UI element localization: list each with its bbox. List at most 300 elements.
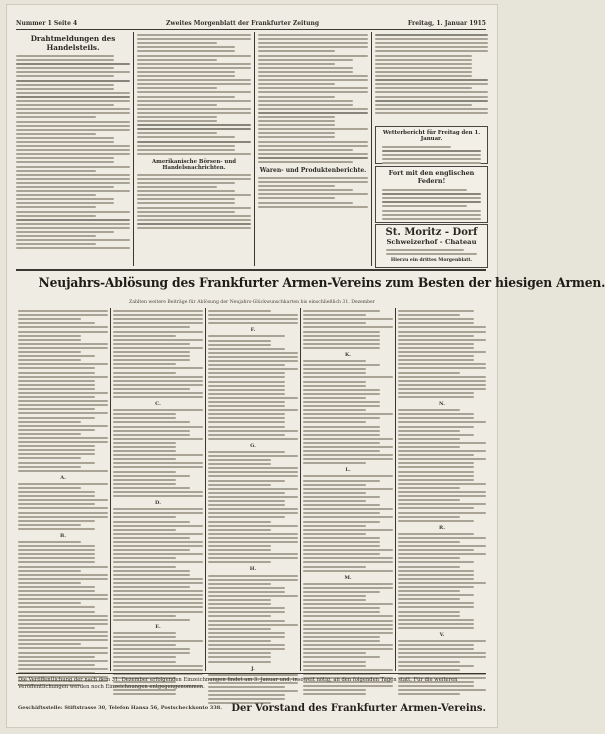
paper-title: Zweites Morgenblatt der Frankfurter Zeitung <box>166 20 320 27</box>
donor-entry <box>398 656 486 658</box>
donor-entry <box>113 322 203 324</box>
donor-entry <box>398 541 460 543</box>
text-line <box>375 67 472 69</box>
donor-entry <box>18 615 108 617</box>
text-line <box>258 185 335 187</box>
donor-entry <box>18 578 108 580</box>
text-line <box>375 46 488 48</box>
donor-entry <box>18 499 108 501</box>
column-body-text <box>137 174 251 229</box>
donor-entry <box>18 318 81 320</box>
donor-entry <box>18 507 108 509</box>
donor-entry <box>18 339 81 341</box>
donor-entry <box>18 347 108 349</box>
text-line <box>375 87 472 89</box>
text-line <box>137 182 235 184</box>
text-line <box>16 153 130 155</box>
text-line <box>258 197 335 199</box>
donor-entry <box>113 409 203 411</box>
donor-entry <box>18 656 95 658</box>
text-line <box>16 141 114 143</box>
donor-entry <box>113 426 203 428</box>
text-line <box>258 108 368 110</box>
donor-entry <box>113 355 190 357</box>
donor-entry <box>208 583 271 585</box>
donor-entry <box>113 446 176 448</box>
donor-entry <box>113 434 190 436</box>
donor-entry <box>303 462 366 464</box>
text-line <box>16 145 130 147</box>
text-line <box>137 132 217 134</box>
text-line <box>375 50 488 52</box>
donor-entry <box>303 458 393 460</box>
text-line <box>258 177 368 179</box>
donor-entry <box>113 661 176 663</box>
ad-text <box>376 246 487 258</box>
donor-entry <box>208 549 271 551</box>
donor-entry <box>398 512 486 514</box>
text-line <box>137 186 217 188</box>
donor-entry <box>18 590 95 592</box>
donor-entry <box>18 668 108 670</box>
text-line <box>137 96 235 98</box>
donor-entry <box>398 438 460 440</box>
donor-entry <box>303 508 393 510</box>
text-line <box>137 46 235 48</box>
donor-entry <box>18 557 95 559</box>
text-line <box>137 227 251 229</box>
text-line <box>16 223 130 225</box>
donor-entry <box>208 318 298 320</box>
donor-entry <box>18 326 108 328</box>
donor-entry <box>113 561 203 563</box>
text-line <box>16 174 130 176</box>
donor-entry <box>398 376 486 378</box>
footer-signature: Der Vorstand des Frankfurter Armen-Vereins. <box>231 702 486 714</box>
text-line <box>137 50 235 52</box>
issue-date: Freitag, 1. Januar 1915 <box>407 20 486 27</box>
text-line <box>137 124 251 126</box>
text-line <box>137 91 251 93</box>
donor-entry <box>113 376 203 378</box>
donor-entry <box>303 376 393 378</box>
text-line <box>16 227 130 229</box>
footer-notice: Die Veröffentlichung der nach dem 31. Dezember erfolgenden Einzeichnungen findet am 3. Januar und, insoweit nötig, an den folgenden Tagen statt. Für die weiteren Veröffentlichungen werden noch Einzeichnungen entgegengenommen. <box>18 677 458 690</box>
text-line <box>382 189 467 191</box>
donor-entry <box>113 665 203 667</box>
donor-entry <box>113 339 203 341</box>
donor-entry <box>18 652 108 654</box>
footer-rule <box>16 673 486 674</box>
donor-entry <box>303 561 393 563</box>
donor-entry <box>398 619 474 621</box>
donor-entry <box>18 549 95 551</box>
donor-entry <box>398 388 486 390</box>
donor-entry <box>208 599 271 601</box>
donor-entry <box>113 310 203 312</box>
text-line <box>137 38 251 40</box>
text-line <box>137 59 217 61</box>
text-line <box>375 112 488 114</box>
weather-report-box <box>375 126 488 164</box>
column-divider <box>254 32 255 266</box>
text-line <box>258 71 353 73</box>
donor-entry <box>208 455 298 457</box>
donor-entry <box>18 433 81 435</box>
donor-entry <box>303 595 366 597</box>
text-line <box>258 46 368 48</box>
text-line <box>137 34 251 36</box>
donor-entry <box>398 640 486 642</box>
donor-entry <box>303 360 366 362</box>
donor-entry <box>113 521 190 523</box>
donor-entry <box>303 636 380 638</box>
donor-entry <box>113 495 203 497</box>
donor-entry <box>303 438 393 440</box>
donor-entry <box>398 557 460 559</box>
text-line <box>137 141 251 143</box>
donor-entry <box>18 639 108 641</box>
text-line <box>137 100 251 102</box>
donor-entry <box>303 648 393 650</box>
donor-entry <box>18 408 95 410</box>
donor-entry <box>208 356 298 358</box>
donor-entry <box>113 574 190 576</box>
donor-entry <box>208 430 298 432</box>
donor-entry <box>208 500 285 502</box>
donor-entry <box>208 385 285 387</box>
donor-entry <box>113 483 176 485</box>
donor-entry <box>303 611 380 613</box>
donor-entry <box>303 401 380 403</box>
text-line <box>137 42 217 44</box>
text-line <box>258 50 335 52</box>
text-line <box>375 71 472 73</box>
donor-column-4 <box>303 308 393 672</box>
donor-entry <box>208 652 271 654</box>
donor-entry <box>113 372 176 374</box>
donor-entry <box>18 619 108 621</box>
donor-entry <box>208 397 298 399</box>
donor-entry <box>208 426 285 428</box>
donor-entry <box>113 525 203 527</box>
donor-entry <box>208 322 298 324</box>
donor-entry <box>398 430 460 432</box>
donor-entry <box>303 397 366 399</box>
text-line <box>16 112 130 114</box>
text-line <box>16 231 114 233</box>
donor-entry <box>18 449 95 451</box>
text-line <box>382 218 481 220</box>
donor-entry <box>303 454 393 456</box>
donor-entry <box>398 326 486 328</box>
donor-entry <box>303 516 393 518</box>
donor-entry <box>113 578 203 580</box>
donor-entry <box>303 620 393 622</box>
text-line <box>375 104 472 106</box>
donor-entry <box>113 598 203 600</box>
donor-entry <box>208 607 285 609</box>
donor-column-3 <box>208 308 298 672</box>
donor-entry <box>208 348 285 350</box>
donor-entry <box>398 545 486 547</box>
donor-entry <box>398 363 486 365</box>
donor-entry <box>18 462 95 464</box>
donor-entry <box>303 693 366 695</box>
donor-entry <box>398 442 486 444</box>
donor-entry <box>208 409 298 411</box>
text-line <box>258 38 368 40</box>
donor-entry <box>208 492 285 494</box>
text-line <box>258 100 353 102</box>
column-divider <box>205 308 206 671</box>
text-line <box>137 194 251 196</box>
alphabet-section-letter: R. <box>439 524 445 531</box>
donor-entry <box>398 586 474 588</box>
donor-entry <box>398 594 474 596</box>
donor-entry <box>303 669 393 671</box>
text-line <box>258 55 368 57</box>
donor-entry <box>398 491 486 493</box>
donor-entry <box>208 372 285 374</box>
donor-entry <box>303 665 366 667</box>
column-drahtmeldungen <box>16 32 130 267</box>
donor-entry <box>18 586 95 588</box>
donor-entry <box>113 491 203 493</box>
donor-entry <box>303 607 380 609</box>
donor-entry <box>113 331 203 333</box>
text-line <box>16 170 96 172</box>
donor-entry <box>113 413 176 415</box>
donor-entry <box>398 322 474 324</box>
text-line <box>16 108 130 110</box>
donor-entry <box>398 499 460 501</box>
donor-entry <box>398 549 474 551</box>
advertisement-pelz <box>375 166 488 223</box>
donor-entry <box>113 417 176 419</box>
donor-entry <box>398 367 486 369</box>
donor-entry <box>18 503 95 505</box>
donor-entry <box>113 537 190 539</box>
donor-entry <box>303 339 380 341</box>
text-line <box>258 120 335 122</box>
donor-entry <box>398 507 474 509</box>
donor-entry <box>208 533 298 535</box>
donor-entry <box>303 368 366 370</box>
donor-entry <box>113 553 203 555</box>
column-divider <box>395 308 396 671</box>
donor-entry <box>208 335 285 337</box>
donor-entry <box>398 483 486 485</box>
donor-entry <box>208 413 285 415</box>
donor-entry <box>18 495 95 497</box>
text-line <box>16 235 96 237</box>
donor-entry <box>303 446 393 448</box>
donor-entry <box>208 628 271 630</box>
text-line <box>16 100 130 102</box>
donor-entry <box>18 528 95 530</box>
text-line <box>16 239 130 241</box>
donor-entry <box>208 467 298 469</box>
text-line <box>375 34 488 36</box>
donor-entry <box>303 591 380 593</box>
donor-entry <box>113 632 176 634</box>
text-line <box>16 92 130 94</box>
text-line <box>16 247 130 249</box>
text-line <box>382 154 481 156</box>
donor-entry <box>398 602 474 604</box>
text-line <box>16 161 114 163</box>
donor-entry <box>303 587 393 589</box>
text-line <box>375 91 488 93</box>
text-line <box>137 104 217 106</box>
text-line <box>258 161 353 163</box>
donor-entry <box>398 446 460 448</box>
donor-entry <box>208 537 298 539</box>
text-line <box>382 201 481 203</box>
text-line <box>16 198 114 200</box>
donor-entry <box>303 318 393 320</box>
donor-entry <box>398 351 486 353</box>
donor-entry <box>113 479 176 481</box>
donor-entry <box>113 640 203 642</box>
text-line <box>258 112 368 114</box>
donor-entry <box>303 310 380 312</box>
text-line <box>258 87 368 89</box>
text-line <box>375 83 488 85</box>
donor-entry <box>113 611 203 613</box>
donor-entry <box>398 454 474 456</box>
text-line <box>258 79 368 81</box>
donor-entry <box>113 471 176 473</box>
column-body-text <box>137 34 251 155</box>
donor-entry <box>208 488 298 490</box>
text-line <box>16 157 114 159</box>
donor-entry <box>303 335 380 337</box>
text-line <box>375 108 488 110</box>
text-line <box>375 38 488 40</box>
text-line <box>258 149 353 151</box>
text-line <box>137 223 251 225</box>
column-body-text <box>258 34 368 163</box>
masthead-rule <box>16 29 486 30</box>
page-number: Nummer 1 Seite 4 <box>16 20 78 27</box>
text-line <box>137 75 235 77</box>
donor-entry <box>18 570 81 572</box>
text-line <box>382 158 481 160</box>
text-line <box>258 83 335 85</box>
donor-entry <box>18 660 108 662</box>
text-line <box>16 80 130 82</box>
donor-entry <box>113 652 190 654</box>
donor-entry <box>398 606 474 608</box>
donor-column-1 <box>18 308 108 672</box>
donor-entry <box>113 430 190 432</box>
donor-entry <box>18 631 108 633</box>
donor-entry <box>18 417 95 419</box>
text-line <box>258 128 368 130</box>
donor-entry <box>398 669 460 671</box>
text-line <box>258 59 353 61</box>
donor-entry <box>208 310 271 312</box>
donor-entry <box>208 553 298 555</box>
donor-entry <box>113 347 203 349</box>
donor-entry <box>398 487 460 489</box>
donor-entry <box>18 598 108 600</box>
donor-entry <box>303 652 366 654</box>
donor-entry <box>18 372 95 374</box>
donor-entry <box>18 421 81 423</box>
donor-entry <box>303 314 366 316</box>
donor-entry <box>208 579 298 581</box>
donor-entry <box>208 529 271 531</box>
ad-text <box>376 185 487 224</box>
donor-entry <box>303 480 380 482</box>
donor-entry <box>208 484 271 486</box>
donor-entry <box>18 470 108 472</box>
text-line <box>16 186 114 188</box>
text-line <box>137 211 235 213</box>
donor-entry <box>208 615 271 617</box>
donor-entry <box>398 615 460 617</box>
donor-entry <box>208 698 285 700</box>
donor-entry <box>303 500 366 502</box>
text-line <box>137 116 217 118</box>
donor-entry <box>303 322 366 324</box>
donor-entry <box>18 384 95 386</box>
donor-entry <box>303 661 366 663</box>
donor-entry <box>303 426 380 428</box>
donor-entry <box>113 380 203 382</box>
text-line <box>137 145 235 147</box>
column-body-text <box>375 34 488 114</box>
donor-entry <box>398 644 474 646</box>
donor-entry <box>303 512 380 514</box>
banner-subline: Zahlten weitere Beiträge für Ablösung der Neujahrs-Glückwunschkarten bis einschließlich 31. Dezember <box>129 300 375 305</box>
text-line <box>16 206 96 208</box>
donor-entry <box>113 636 176 638</box>
donor-entry <box>303 541 380 543</box>
donor-entry <box>113 384 203 386</box>
newspaper-page <box>6 4 605 728</box>
donor-entry <box>18 400 108 402</box>
donor-entry <box>398 652 486 654</box>
donor-entry <box>208 694 285 696</box>
donor-entry <box>398 627 474 629</box>
donor-entry <box>303 632 393 634</box>
column-body-text <box>16 55 130 249</box>
text-line <box>137 178 251 180</box>
donor-entry <box>18 524 81 526</box>
text-line <box>258 75 368 77</box>
donor-entry <box>113 557 176 559</box>
weather-text <box>376 142 487 169</box>
donor-entry <box>303 405 380 407</box>
section-rule <box>16 269 486 271</box>
donor-entry <box>398 665 474 667</box>
donor-entry <box>113 359 190 361</box>
donor-entry <box>208 480 285 482</box>
donor-entry <box>303 537 380 539</box>
donor-entry <box>398 396 474 398</box>
text-line <box>16 84 114 86</box>
donor-entry <box>398 693 460 695</box>
donor-entry <box>113 458 176 460</box>
donor-entry <box>208 636 285 638</box>
donor-entry <box>208 314 298 316</box>
donor-entry <box>303 413 393 415</box>
donor-entry <box>18 561 95 563</box>
